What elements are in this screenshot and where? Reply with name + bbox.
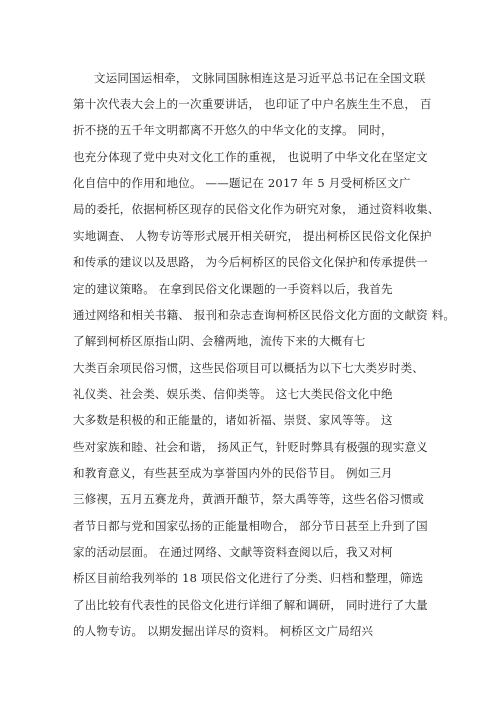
text-line: 定的建议策略。 在拿到民俗文化课题的一手资料以后，我首先 — [73, 282, 393, 296]
text-line: 的人物专访。 以期发掘出详尽的资料。 柯桥区文广局绍兴 — [73, 624, 374, 638]
text-line: 家的活动层面。 在通过网络、文献等资料查阅以后，我又对柯 — [73, 545, 393, 559]
text-line: 文运同国运相牵， 文脉同国脉相连这是习近平总书记在全国文联 — [94, 71, 426, 85]
text-line: 和传承的建议以及思路， 为今后柯桥区的民俗文化保护和传承提供一 — [73, 255, 428, 269]
text-line: 了出比较有代表性的民俗文化进行详细了解和调研， 同时进行了大量 — [73, 598, 428, 612]
text-line: 些对家族和睦、社会和谐， 扬风正气，针贬时弊具有极强的现实意义 — [73, 440, 428, 454]
text-line: 化自信中的作用和地位。 ——题记在 2017 年 5 月受柯桥区文广 — [73, 176, 411, 190]
text-line: 礼仪类、社会类、娱乐类、信仰类等。 这七大类民俗文化中绝 — [73, 387, 393, 401]
text-line: 三修禊，五月五赛龙舟，黄酒开酿节，祭大禹等等，这些名俗习惯或 — [73, 492, 424, 506]
text-line: 者节日都与党和国家弘扬的正能量相吻合， 部分节日甚至上升到了国 — [73, 519, 428, 533]
text-line: 桥区目前给我列举的 18 项民俗文化进行了分类、归档和整理，筛选 — [73, 571, 424, 585]
text-line: 实地调查、 人物专访等形式展开相关研究， 提出柯桥区民俗文化保护 — [73, 229, 432, 243]
text-line: 大多数是积极的和正能量的，诸如祈福、崇贤、家风等等。 这 — [73, 413, 393, 427]
text-line: 了解到柯桥区原指山阴、会稽两地，流传下来的大概有七 — [73, 334, 366, 348]
text-line: 也充分体现了党中央对文化工作的重视， 也说明了中华文化在坚定文 — [73, 150, 428, 164]
text-line: 第十次代表大会上的一次重要讲话， 也印证了中户名族生生不息， 百 — [73, 97, 432, 111]
text-line: 折不挠的五千年文明都离不开悠久的中华文化的支撑。 同时， — [73, 123, 393, 137]
text-line: 通过网络和相关书籍、 报刊和杂志查询柯桥区民俗文化方面的文献资 料。 — [73, 308, 456, 322]
text-line: 局的委托，依据柯桥区现存的民俗文化作为研究对象， 通过资料收集、 — [73, 202, 440, 216]
text-line: 大类百余项民俗习惯，这些民俗项目可以概括为以下七大类岁时类、 — [73, 361, 424, 375]
text-line: 和教育意义，有些甚至成为享誉国内外的民俗节目。 例如三月 — [73, 466, 393, 480]
